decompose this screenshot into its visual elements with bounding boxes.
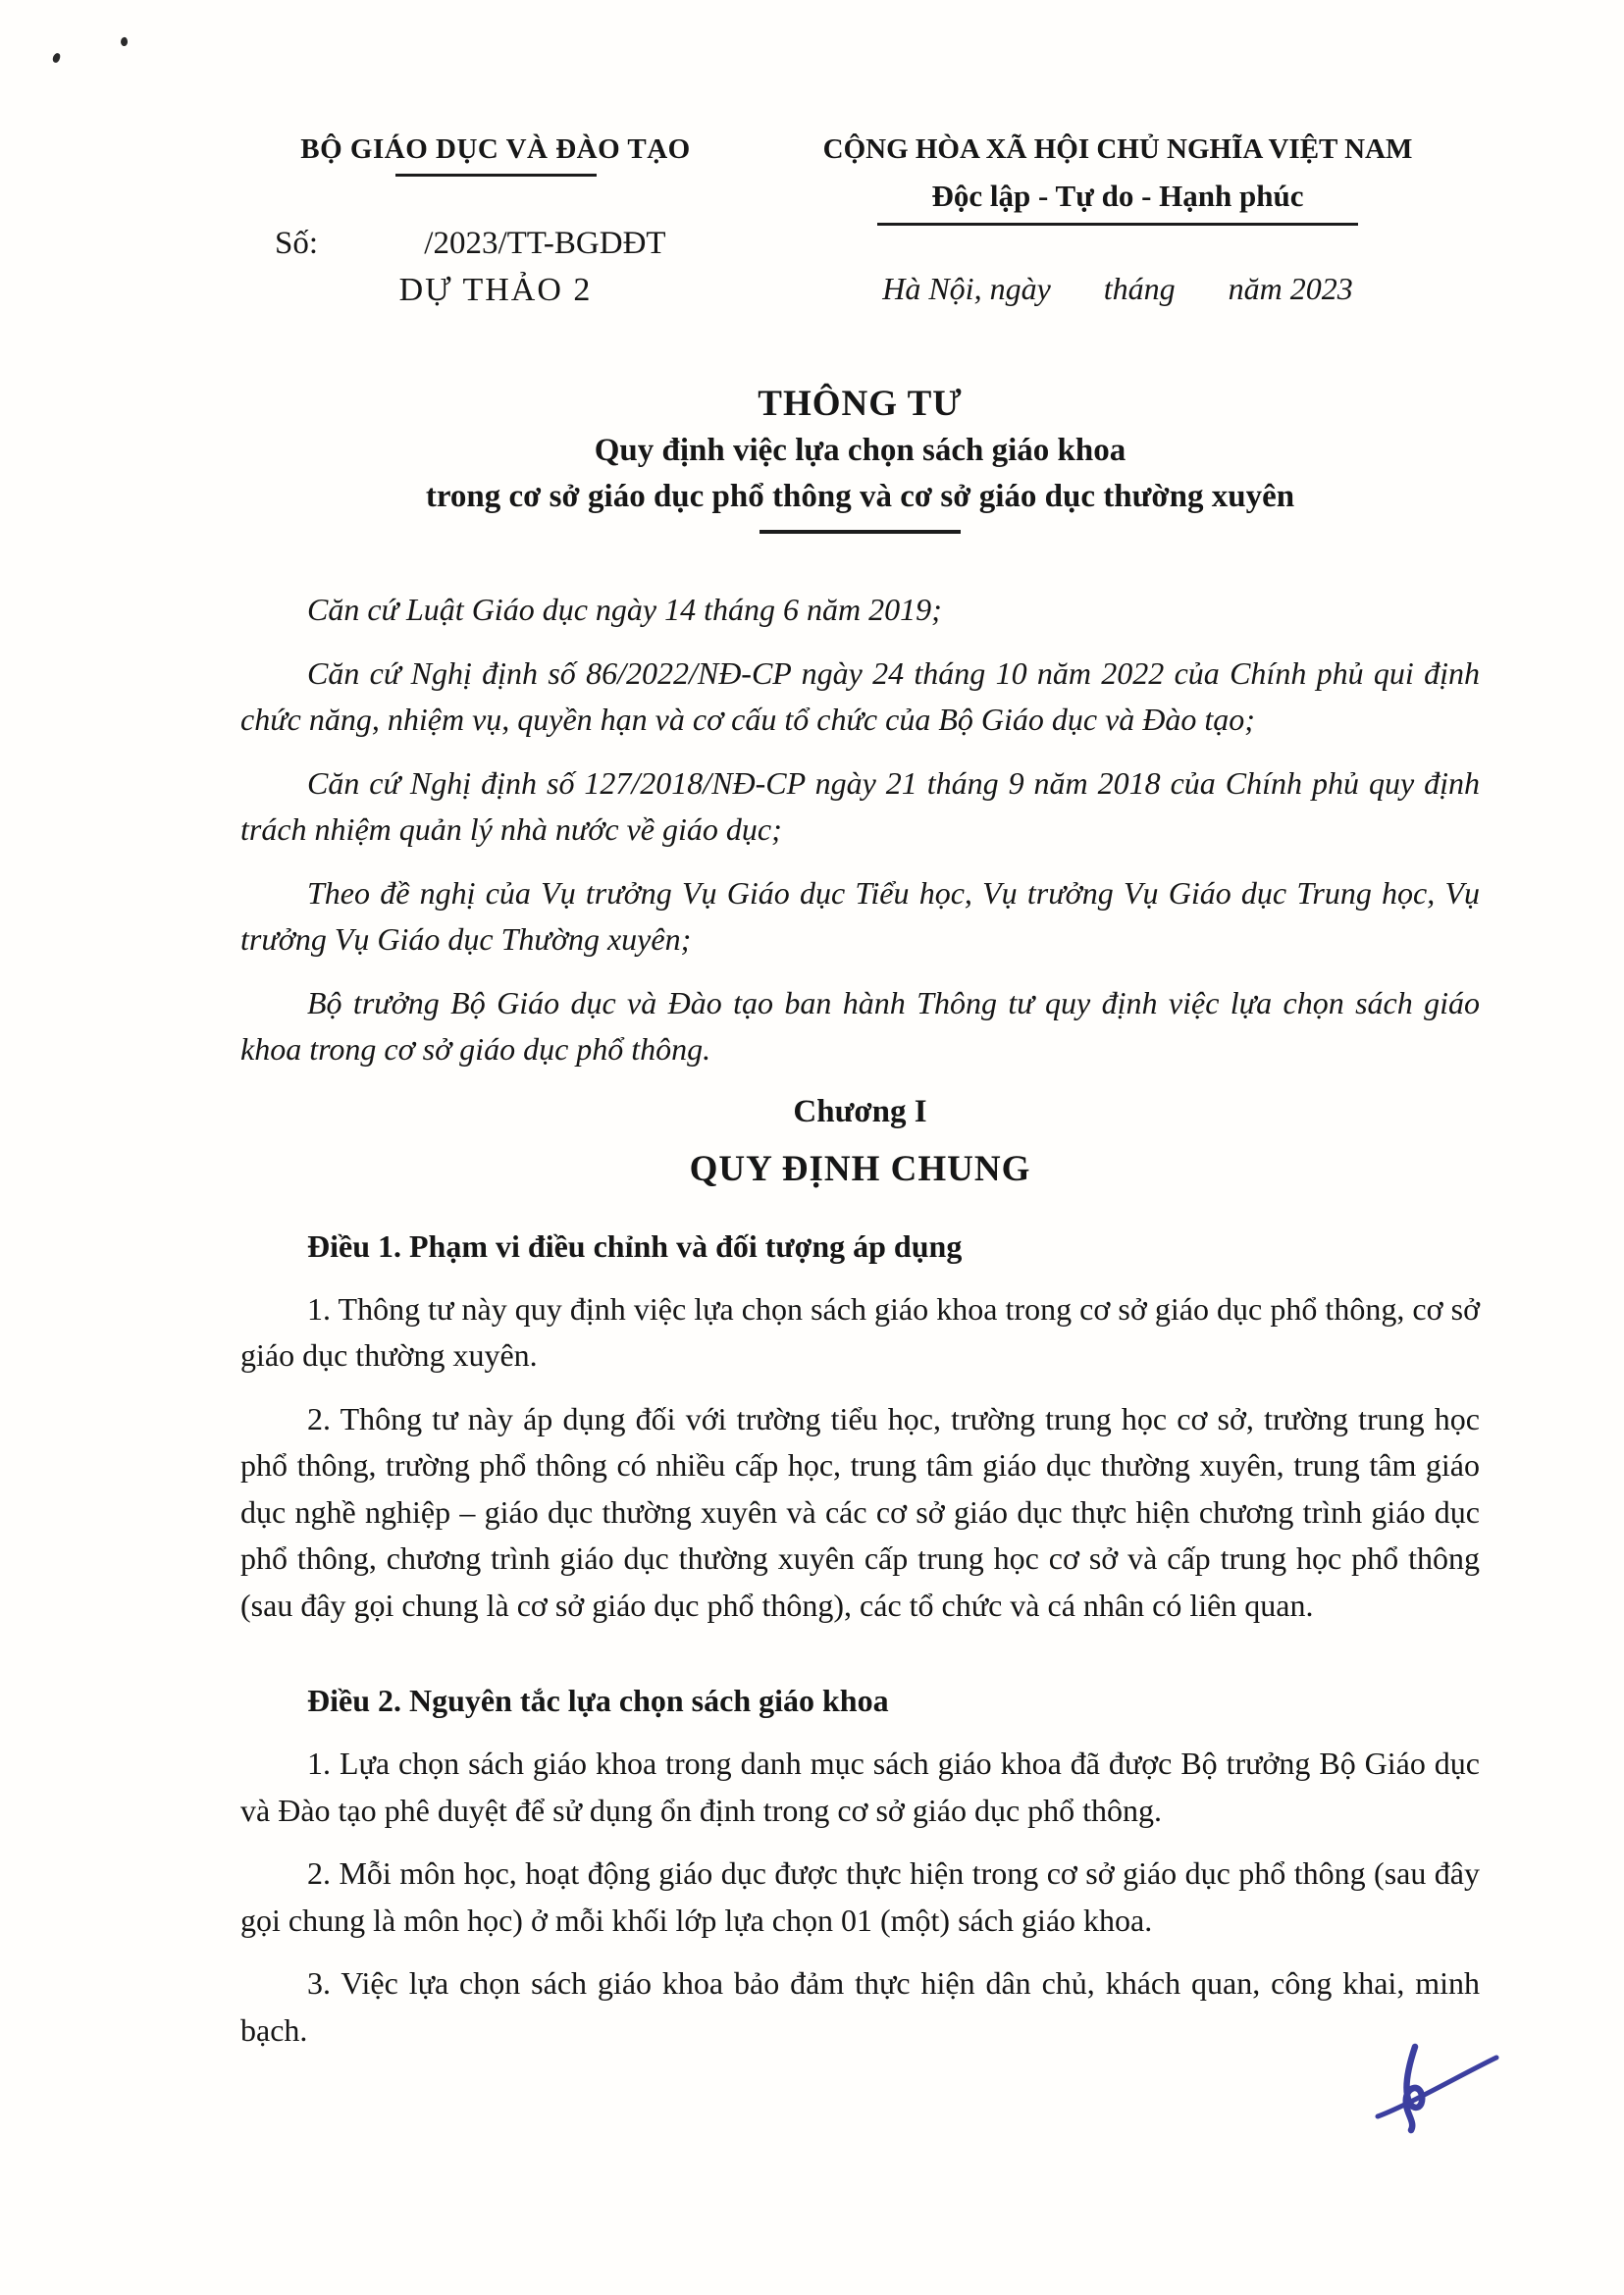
preamble-paragraph: Căn cứ Nghị định số 127/2018/NĐ-CP ngày 21 tháng 9 năm 2018 của Chính phủ quy định trách nhiệm quản lý nhà nước về giáo dục; bbox=[240, 764, 1480, 847]
dateline bbox=[773, 271, 1462, 307]
ink-speck bbox=[120, 36, 128, 46]
chapter-title: QUY ĐỊNH CHUNG bbox=[689, 1148, 1031, 1189]
document-type-title: THÔNG TƯ bbox=[758, 384, 963, 424]
motto-underline bbox=[877, 223, 1358, 226]
document-body bbox=[240, 381, 1480, 2054]
national-header-block bbox=[773, 133, 1462, 307]
dateline-year-label: năm 2023 bbox=[1228, 271, 1353, 306]
document-title-line2: trong cơ sở giáo dục phổ thông và cơ sở giáo dục thường xuyên bbox=[425, 479, 1295, 514]
issuer-name: BỘ GIÁO DỤC VÀ ĐÀO TẠO bbox=[300, 133, 691, 165]
preamble-paragraph: Căn cứ Luật Giáo dục ngày 14 tháng 6 năm 2019; bbox=[307, 592, 942, 627]
article-2-paragraph: 2. Mỗi môn học, hoạt động giáo dục được thực hiện trong cơ sở giáo dục phổ thông (sau đây gọi chung là môn học) ở mỗi khối lớp lựa chọn 01 (một) sách giáo khoa. bbox=[240, 1855, 1480, 1938]
country-title: CỘNG HÒA XÃ HỘI CHỦ NGHĨA VIỆT NAM bbox=[822, 133, 1413, 165]
article-1-paragraph: 1. Thông tư này quy định việc lựa chọn sách giáo khoa trong cơ sở giáo dục phổ thông, cơ sở giáo dục thường xuyên. bbox=[240, 1290, 1480, 1373]
national-motto: Độc lập - Tự do - Hạnh phúc bbox=[931, 179, 1304, 213]
article-2-paragraph: 3. Việc lựa chọn sách giáo khoa bảo đảm thực hiện dân chủ, khách quan, công khai, minh bạch. bbox=[240, 1965, 1480, 2048]
dateline-month-label: tháng bbox=[1103, 271, 1176, 306]
document-number-line bbox=[245, 226, 746, 262]
issuer-block bbox=[245, 133, 746, 309]
preamble-paragraph: Theo đề nghị của Vụ trưởng Vụ Giáo dục Tiểu học, Vụ trưởng Vụ Giáo dục Trung học, Vụ trưởng Vụ Giáo dục Thường xuyên; bbox=[240, 874, 1480, 957]
dateline-place: Hà Nội, ngày bbox=[882, 271, 1051, 306]
article-1-paragraph: 2. Thông tư này áp dụng đối với trường tiểu học, trường trung học cơ sở, trường trung học phổ thông, trường phổ thông có nhiều cấp học, trung tâm giáo dục thường xuyên, trung tâm giáo dục nghề nghiệp – giáo dục thường xuyên và các cơ sở giáo dục thực hiện chương trình giáo dục phổ thông, chương trình giáo dục thường xuyên cấp trung học cơ sở và cấp trung học phổ thông (sau đây gọi chung là cơ sở giáo dục phổ thông), các tổ chức và cá nhân có liên quan. bbox=[240, 1400, 1480, 1623]
signature-tick-stroke bbox=[1378, 2058, 1496, 2116]
document-number-value: /2023/TT-BGDĐT bbox=[424, 226, 666, 261]
document-title-line1: Quy định việc lựa chọn sách giáo khoa bbox=[594, 433, 1126, 468]
draft-label: DỰ THẢO 2 bbox=[398, 272, 593, 308]
document-number-label: Số: bbox=[275, 226, 319, 261]
signature-letter-stroke bbox=[1406, 2047, 1422, 2130]
chapter-number: Chương I bbox=[793, 1093, 927, 1129]
title-underline bbox=[760, 530, 961, 534]
signature-ink-mark bbox=[1366, 2039, 1503, 2137]
article-2-heading: Điều 2. Nguyên tắc lựa chọn sách giáo khoa bbox=[307, 1683, 889, 1718]
ink-speck bbox=[52, 52, 61, 63]
article-2-paragraph: 1. Lựa chọn sách giáo khoa trong danh mục sách giáo khoa đã được Bộ trưởng Bộ Giáo dục và Đào tạo phê duyệt để sử dụng ổn định trong cơ sở giáo dục phổ thông. bbox=[240, 1746, 1480, 1828]
preamble-paragraph: Căn cứ Nghị định số 86/2022/NĐ-CP ngày 24 tháng 10 năm 2022 của Chính phủ qui định chức năng, nhiệm vụ, quyền hạn và cơ cấu tổ chức của Bộ Giáo dục và Đào tạo; bbox=[240, 654, 1480, 737]
issuer-underline bbox=[395, 174, 597, 177]
preamble-paragraph: Bộ trưởng Bộ Giáo dục và Đào tạo ban hành Thông tư quy định việc lựa chọn sách giáo khoa trong cơ sở giáo dục phổ thông. bbox=[240, 984, 1480, 1067]
article-1-heading: Điều 1. Phạm vi điều chỉnh và đối tượng áp dụng bbox=[307, 1227, 963, 1264]
